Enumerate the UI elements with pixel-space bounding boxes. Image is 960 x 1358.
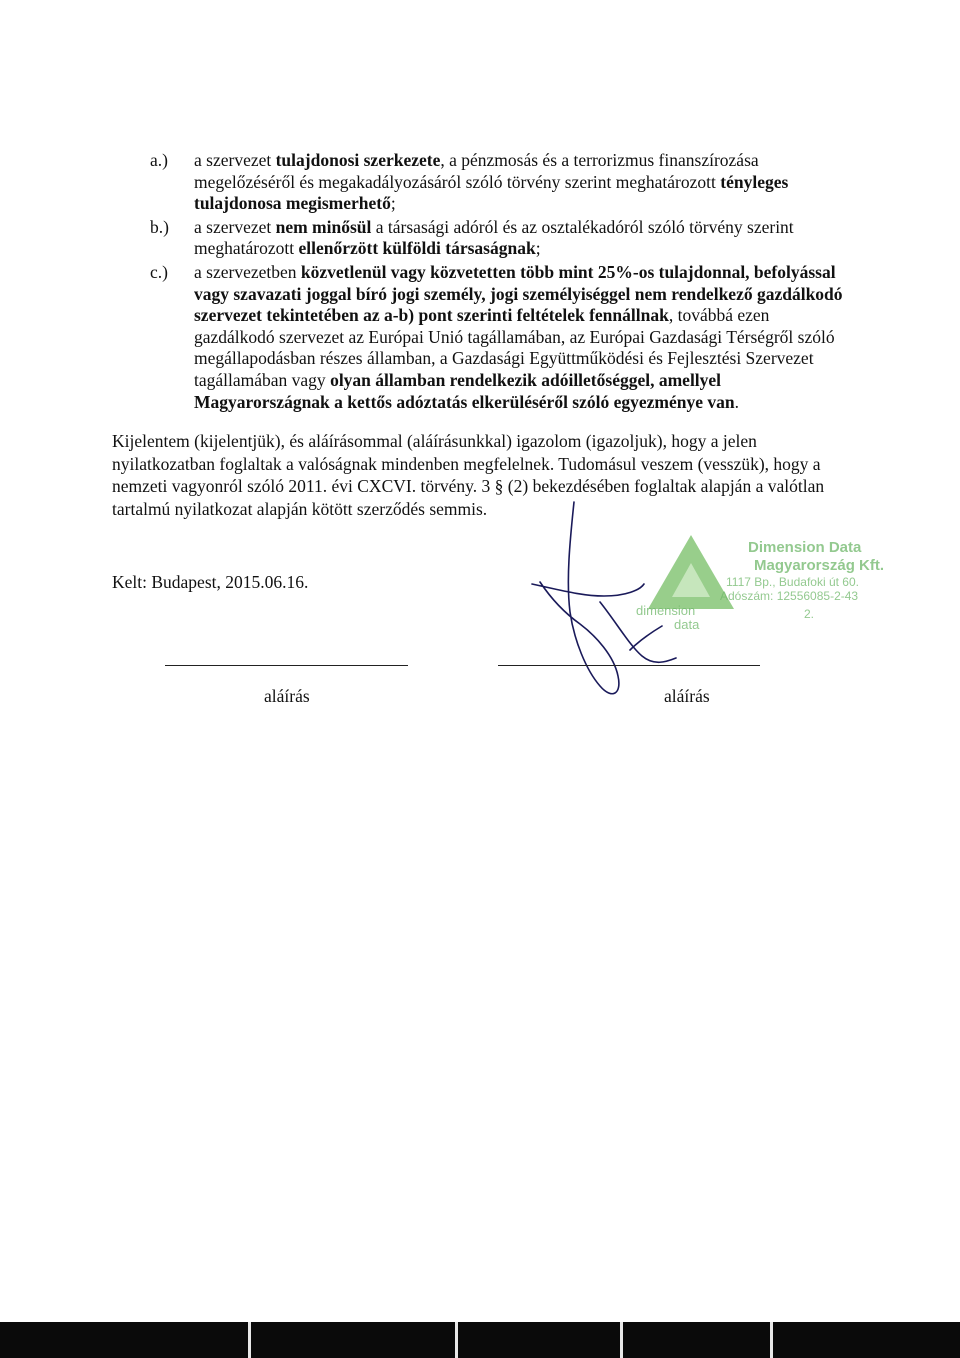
list-marker: b.): [150, 216, 169, 237]
list-item-text: [194, 217, 850, 260]
bold-text-segment: tulajdonosi szerkezete: [275, 150, 441, 170]
text-segment: a szervezet: [194, 216, 276, 237]
stamp-number: 2.: [804, 607, 815, 621]
list-marker: a.): [150, 150, 168, 170]
scan-edge-notch: [620, 1322, 623, 1358]
declaration-paragraph: Kijelentem (kijelentjük), és aláírásommal (aláírásunkkal) igazolom (igazoljuk), hogy a jelen nyilatkozatban foglaltak a valóságnak mindenben megfelelnek. Tudomásul veszem (vesszük), hogy a nemzeti vagyonról szóló 2011. évi CXCVI. törvény. 3 § (2) bekezdésében foglaltak alapján a valótlan tartalmú nyilatkozat alapján kötött szerződés semmis.: [112, 431, 825, 519]
list-item: [150, 150, 850, 215]
text-segment: a társasági adóról és az osztalékadóról szóló törvény szerint meghatározott: [194, 216, 794, 259]
signature-label-right: aláírás: [664, 686, 710, 706]
bold-text-segment: ellenőrzött külföldi társaságnak: [298, 238, 536, 259]
text-segment: , továbbá ezen gazdálkodó szervezet az Európai Unió tagállamában, az Európai Gazdasági Térségről szóló megállapodásban részes államban, a Gazdasági Együttműködési és Fejlesztési Szervezet tagállamában vagy: [194, 305, 835, 390]
stamp-logo-text-2: data: [674, 617, 700, 632]
text-segment: a szervezet: [194, 150, 276, 170]
bold-text-segment: tényleges tulajdonosa megismerhető: [194, 171, 789, 214]
scan-edge-notch: [770, 1322, 773, 1358]
bold-text-segment: olyan államban rendelkezik adóilletőséggel, amellyel Magyarországnak a kettős adóztatás elkerüléséről szóló egyezménye van: [194, 369, 735, 412]
bold-text-segment: közvetlenül vagy közvetetten több mint 25%-os tulajdonnal, befolyással vagy szavazati joggal bíró jogi személy, jogi személyiséggel nem rendelkező gazdálkodó szervezet tekintetében az a-b) pont szerinti feltételek fennállnak: [194, 261, 843, 326]
scan-edge-band: [0, 1322, 960, 1358]
list-item-text: [194, 150, 850, 215]
stamp-tax-number: Adószám: 12556085-2-43: [720, 589, 859, 603]
text-segment: ;: [390, 193, 396, 214]
signature-line-left: [165, 665, 408, 666]
stamp-address: 1117 Bp., Budafoki út 60.: [726, 575, 859, 589]
bold-text-segment: nem minősül: [275, 216, 372, 237]
condition-list: [150, 150, 850, 413]
stamp-company-name: Dimension Data: [748, 539, 862, 556]
list-item-text: [194, 262, 850, 413]
list-item: [150, 217, 850, 260]
list-item: [150, 262, 850, 413]
text-segment: , a pénzmosás és a terrorizmus finanszírozása megelőzéséről és megakadályozásáról szóló törvény szerint meghatározott: [194, 150, 759, 192]
text-segment: ;: [535, 238, 541, 259]
stamp-logo-text: dimension: [636, 603, 696, 618]
stamp-company-name-2: Magyarország Kft.: [754, 557, 885, 574]
list-marker: c.): [150, 261, 168, 282]
date-place: Kelt: Budapest, 2015.06.16.: [112, 572, 309, 592]
signature-label-left: aláírás: [264, 686, 310, 706]
scan-edge-notch: [248, 1322, 251, 1358]
text-segment: .: [734, 391, 739, 412]
signature-line-right: [498, 665, 760, 666]
text-segment: a szervezetben: [194, 261, 301, 282]
scan-edge-notch: [455, 1322, 458, 1358]
